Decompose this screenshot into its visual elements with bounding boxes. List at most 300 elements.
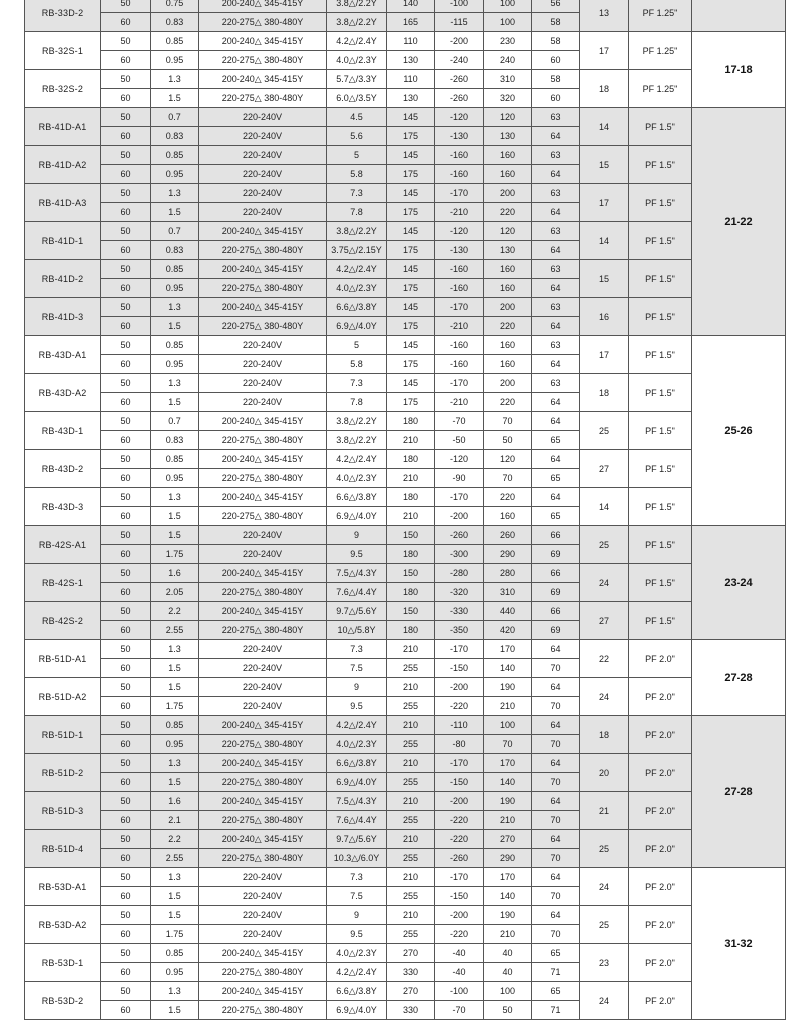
power-cell: 1.3 bbox=[151, 982, 199, 1001]
vacuum-cell: -220 bbox=[435, 811, 484, 830]
freq-cell: 60 bbox=[101, 1001, 151, 1020]
page-range-cell: 25-26 bbox=[692, 336, 786, 526]
voltage-cell: 220-275△ 380-480Y bbox=[199, 583, 327, 602]
freq-cell: 50 bbox=[101, 336, 151, 355]
model-cell: RB-41D-3 bbox=[25, 298, 101, 336]
voltage-cell: 220-275△ 380-480Y bbox=[199, 507, 327, 526]
vacuum-cell: -170 bbox=[435, 374, 484, 393]
table-row bbox=[25, 792, 786, 811]
airflow-cell: 145 bbox=[387, 298, 435, 317]
current-cell: 6.9△/4.0Y bbox=[327, 507, 387, 526]
voltage-cell: 220-240V bbox=[199, 108, 327, 127]
noise-cell: 70 bbox=[532, 811, 580, 830]
power-cell: 0.83 bbox=[151, 127, 199, 146]
freq-cell: 60 bbox=[101, 165, 151, 184]
pressure-cell: 420 bbox=[484, 621, 532, 640]
current-cell: 4.5 bbox=[327, 108, 387, 127]
freq-cell: 50 bbox=[101, 830, 151, 849]
port-cell: PF 1.5" bbox=[629, 602, 692, 640]
model-cell: RB-33D-2 bbox=[25, 0, 101, 32]
table-row bbox=[25, 70, 786, 89]
vacuum-cell: -50 bbox=[435, 431, 484, 450]
freq-cell: 50 bbox=[101, 678, 151, 697]
voltage-cell: 200-240△ 345-415Y bbox=[199, 982, 327, 1001]
power-cell: 2.55 bbox=[151, 621, 199, 640]
model-cell: RB-51D-A2 bbox=[25, 678, 101, 716]
freq-cell: 50 bbox=[101, 70, 151, 89]
voltage-cell: 220-240V bbox=[199, 336, 327, 355]
pressure-cell: 210 bbox=[484, 697, 532, 716]
table-row bbox=[25, 336, 786, 355]
vacuum-cell: -160 bbox=[435, 146, 484, 165]
vacuum-cell: -120 bbox=[435, 108, 484, 127]
pressure-cell: 290 bbox=[484, 849, 532, 868]
pressure-cell: 120 bbox=[484, 450, 532, 469]
table-row bbox=[25, 146, 786, 165]
power-cell: 0.95 bbox=[151, 963, 199, 982]
noise-cell: 65 bbox=[532, 431, 580, 450]
pressure-cell: 440 bbox=[484, 602, 532, 621]
weight-cell: 25 bbox=[580, 830, 629, 868]
freq-cell: 50 bbox=[101, 32, 151, 51]
current-cell: 7.3 bbox=[327, 374, 387, 393]
pressure-cell: 140 bbox=[484, 659, 532, 678]
noise-cell: 64 bbox=[532, 640, 580, 659]
weight-cell: 25 bbox=[580, 412, 629, 450]
pressure-cell: 100 bbox=[484, 982, 532, 1001]
pressure-cell: 100 bbox=[484, 716, 532, 735]
voltage-cell: 200-240△ 345-415Y bbox=[199, 830, 327, 849]
vacuum-cell: -90 bbox=[435, 469, 484, 488]
freq-cell: 50 bbox=[101, 602, 151, 621]
pressure-cell: 50 bbox=[484, 1001, 532, 1020]
current-cell: 9.5 bbox=[327, 545, 387, 564]
weight-cell: 22 bbox=[580, 640, 629, 678]
power-cell: 0.85 bbox=[151, 944, 199, 963]
vacuum-cell: -300 bbox=[435, 545, 484, 564]
noise-cell: 64 bbox=[532, 678, 580, 697]
vacuum-cell: -160 bbox=[435, 260, 484, 279]
freq-cell: 50 bbox=[101, 146, 151, 165]
vacuum-cell: -160 bbox=[435, 336, 484, 355]
model-cell: RB-51D-2 bbox=[25, 754, 101, 792]
current-cell: 6.9△/4.0Y bbox=[327, 1001, 387, 1020]
current-cell: 9.5 bbox=[327, 697, 387, 716]
current-cell: 7.5△/4.3Y bbox=[327, 564, 387, 583]
noise-cell: 70 bbox=[532, 925, 580, 944]
voltage-cell: 220-275△ 380-480Y bbox=[199, 773, 327, 792]
voltage-cell: 220-275△ 380-480Y bbox=[199, 849, 327, 868]
voltage-cell: 220-275△ 380-480Y bbox=[199, 469, 327, 488]
power-cell: 1.3 bbox=[151, 754, 199, 773]
voltage-cell: 220-275△ 380-480Y bbox=[199, 735, 327, 754]
freq-cell: 60 bbox=[101, 355, 151, 374]
current-cell: 4.0△/2.3Y bbox=[327, 735, 387, 754]
port-cell: PF 2.0" bbox=[629, 906, 692, 944]
airflow-cell: 210 bbox=[387, 431, 435, 450]
port-cell: PF 2.0" bbox=[629, 982, 692, 1020]
pressure-cell: 210 bbox=[484, 925, 532, 944]
voltage-cell: 220-240V bbox=[199, 545, 327, 564]
voltage-cell: 200-240△ 345-415Y bbox=[199, 222, 327, 241]
vacuum-cell: -130 bbox=[435, 241, 484, 260]
weight-cell: 21 bbox=[580, 792, 629, 830]
pressure-cell: 50 bbox=[484, 431, 532, 450]
power-cell: 1.3 bbox=[151, 488, 199, 507]
freq-cell: 60 bbox=[101, 925, 151, 944]
voltage-cell: 220-240V bbox=[199, 697, 327, 716]
power-cell: 0.95 bbox=[151, 165, 199, 184]
voltage-cell: 220-275△ 380-480Y bbox=[199, 89, 327, 108]
noise-cell: 60 bbox=[532, 51, 580, 70]
freq-cell: 50 bbox=[101, 412, 151, 431]
voltage-cell: 220-240V bbox=[199, 868, 327, 887]
pressure-cell: 160 bbox=[484, 260, 532, 279]
table-row bbox=[25, 526, 786, 545]
freq-cell: 60 bbox=[101, 811, 151, 830]
power-cell: 2.1 bbox=[151, 811, 199, 830]
noise-cell: 63 bbox=[532, 374, 580, 393]
freq-cell: 60 bbox=[101, 963, 151, 982]
weight-cell: 13 bbox=[580, 0, 629, 32]
power-cell: 0.95 bbox=[151, 279, 199, 298]
port-cell: PF 1.5" bbox=[629, 488, 692, 526]
power-cell: 2.2 bbox=[151, 830, 199, 849]
freq-cell: 60 bbox=[101, 51, 151, 70]
model-cell: RB-53D-1 bbox=[25, 944, 101, 982]
current-cell: 3.8△/2.2Y bbox=[327, 412, 387, 431]
freq-cell: 50 bbox=[101, 944, 151, 963]
airflow-cell: 145 bbox=[387, 222, 435, 241]
port-cell: PF 2.0" bbox=[629, 754, 692, 792]
page-range-cell: 23-24 bbox=[692, 526, 786, 640]
weight-cell: 17 bbox=[580, 32, 629, 70]
airflow-cell: 130 bbox=[387, 89, 435, 108]
airflow-cell: 175 bbox=[387, 393, 435, 412]
pressure-cell: 160 bbox=[484, 146, 532, 165]
vacuum-cell: -160 bbox=[435, 165, 484, 184]
current-cell: 7.6△/4.4Y bbox=[327, 583, 387, 602]
freq-cell: 60 bbox=[101, 203, 151, 222]
airflow-cell: 110 bbox=[387, 70, 435, 89]
airflow-cell: 145 bbox=[387, 336, 435, 355]
voltage-cell: 200-240△ 345-415Y bbox=[199, 450, 327, 469]
noise-cell: 70 bbox=[532, 659, 580, 678]
vacuum-cell: -320 bbox=[435, 583, 484, 602]
current-cell: 6.9△/4.0Y bbox=[327, 317, 387, 336]
weight-cell: 18 bbox=[580, 374, 629, 412]
port-cell: PF 2.0" bbox=[629, 944, 692, 982]
port-cell: PF 1.5" bbox=[629, 450, 692, 488]
current-cell: 5.6 bbox=[327, 127, 387, 146]
airflow-cell: 210 bbox=[387, 469, 435, 488]
page-range-cell: 27-28 bbox=[692, 640, 786, 716]
voltage-cell: 220-275△ 380-480Y bbox=[199, 13, 327, 32]
noise-cell: 70 bbox=[532, 773, 580, 792]
freq-cell: 60 bbox=[101, 545, 151, 564]
power-cell: 0.7 bbox=[151, 412, 199, 431]
noise-cell: 63 bbox=[532, 222, 580, 241]
pressure-cell: 290 bbox=[484, 545, 532, 564]
noise-cell: 69 bbox=[532, 621, 580, 640]
voltage-cell: 220-275△ 380-480Y bbox=[199, 621, 327, 640]
freq-cell: 60 bbox=[101, 127, 151, 146]
current-cell: 3.8△/2.2Y bbox=[327, 222, 387, 241]
model-cell: RB-53D-A2 bbox=[25, 906, 101, 944]
vacuum-cell: -200 bbox=[435, 792, 484, 811]
table-row bbox=[25, 640, 786, 659]
current-cell: 4.2△/2.4Y bbox=[327, 716, 387, 735]
power-cell: 1.5 bbox=[151, 526, 199, 545]
current-cell: 6.6△/3.8Y bbox=[327, 754, 387, 773]
model-cell: RB-32S-2 bbox=[25, 70, 101, 108]
table-body bbox=[25, 0, 786, 1020]
noise-cell: 63 bbox=[532, 336, 580, 355]
freq-cell: 50 bbox=[101, 716, 151, 735]
airflow-cell: 255 bbox=[387, 697, 435, 716]
table-row bbox=[25, 982, 786, 1001]
freq-cell: 50 bbox=[101, 184, 151, 203]
port-cell: PF 1.25" bbox=[629, 70, 692, 108]
freq-cell: 60 bbox=[101, 317, 151, 336]
voltage-cell: 220-275△ 380-480Y bbox=[199, 51, 327, 70]
noise-cell: 71 bbox=[532, 963, 580, 982]
power-cell: 0.7 bbox=[151, 108, 199, 127]
power-cell: 0.85 bbox=[151, 336, 199, 355]
vacuum-cell: -170 bbox=[435, 640, 484, 659]
weight-cell: 14 bbox=[580, 222, 629, 260]
noise-cell: 63 bbox=[532, 260, 580, 279]
airflow-cell: 145 bbox=[387, 184, 435, 203]
weight-cell: 27 bbox=[580, 602, 629, 640]
voltage-cell: 200-240△ 345-415Y bbox=[199, 32, 327, 51]
pressure-cell: 160 bbox=[484, 507, 532, 526]
vacuum-cell: -170 bbox=[435, 488, 484, 507]
vacuum-cell: -170 bbox=[435, 868, 484, 887]
power-cell: 1.5 bbox=[151, 203, 199, 222]
freq-cell: 50 bbox=[101, 298, 151, 317]
power-cell: 1.6 bbox=[151, 792, 199, 811]
weight-cell: 23 bbox=[580, 944, 629, 982]
voltage-cell: 220-275△ 380-480Y bbox=[199, 279, 327, 298]
pressure-cell: 260 bbox=[484, 526, 532, 545]
port-cell: PF 1.25" bbox=[629, 0, 692, 32]
model-cell: RB-41D-A3 bbox=[25, 184, 101, 222]
weight-cell: 14 bbox=[580, 108, 629, 146]
power-cell: 2.05 bbox=[151, 583, 199, 602]
power-cell: 0.85 bbox=[151, 450, 199, 469]
power-cell: 1.5 bbox=[151, 317, 199, 336]
pressure-cell: 160 bbox=[484, 336, 532, 355]
airflow-cell: 255 bbox=[387, 811, 435, 830]
freq-cell: 50 bbox=[101, 906, 151, 925]
table-row bbox=[25, 488, 786, 507]
freq-cell: 50 bbox=[101, 450, 151, 469]
power-cell: 0.85 bbox=[151, 146, 199, 165]
pressure-cell: 210 bbox=[484, 811, 532, 830]
power-cell: 1.3 bbox=[151, 640, 199, 659]
airflow-cell: 330 bbox=[387, 1001, 435, 1020]
airflow-cell: 180 bbox=[387, 583, 435, 602]
port-cell: PF 1.5" bbox=[629, 184, 692, 222]
pressure-cell: 70 bbox=[484, 412, 532, 431]
port-cell: PF 1.5" bbox=[629, 412, 692, 450]
noise-cell: 64 bbox=[532, 279, 580, 298]
model-cell: RB-43D-1 bbox=[25, 412, 101, 450]
vacuum-cell: -70 bbox=[435, 1001, 484, 1020]
model-cell: RB-42S-1 bbox=[25, 564, 101, 602]
voltage-cell: 220-240V bbox=[199, 146, 327, 165]
model-cell: RB-43D-A2 bbox=[25, 374, 101, 412]
current-cell: 9.7△/5.6Y bbox=[327, 830, 387, 849]
vacuum-cell: -240 bbox=[435, 51, 484, 70]
freq-cell: 50 bbox=[101, 526, 151, 545]
freq-cell: 50 bbox=[101, 108, 151, 127]
freq-cell: 60 bbox=[101, 89, 151, 108]
current-cell: 6.6△/3.8Y bbox=[327, 298, 387, 317]
power-cell: 1.3 bbox=[151, 868, 199, 887]
airflow-cell: 175 bbox=[387, 317, 435, 336]
pressure-cell: 310 bbox=[484, 583, 532, 602]
pressure-cell: 130 bbox=[484, 127, 532, 146]
voltage-cell: 200-240△ 345-415Y bbox=[199, 412, 327, 431]
voltage-cell: 220-275△ 380-480Y bbox=[199, 811, 327, 830]
airflow-cell: 210 bbox=[387, 792, 435, 811]
vacuum-cell: -260 bbox=[435, 849, 484, 868]
airflow-cell: 255 bbox=[387, 773, 435, 792]
freq-cell: 60 bbox=[101, 735, 151, 754]
page-range-cell: 17-18 bbox=[692, 32, 786, 108]
vacuum-cell: -160 bbox=[435, 355, 484, 374]
airflow-cell: 150 bbox=[387, 526, 435, 545]
airflow-cell: 210 bbox=[387, 868, 435, 887]
voltage-cell: 220-240V bbox=[199, 203, 327, 222]
noise-cell: 70 bbox=[532, 735, 580, 754]
weight-cell: 25 bbox=[580, 526, 629, 564]
vacuum-cell: -150 bbox=[435, 659, 484, 678]
weight-cell: 24 bbox=[580, 678, 629, 716]
model-cell: RB-41D-2 bbox=[25, 260, 101, 298]
current-cell: 4.2△/2.4Y bbox=[327, 450, 387, 469]
pressure-cell: 100 bbox=[484, 0, 532, 13]
power-cell: 1.5 bbox=[151, 393, 199, 412]
voltage-cell: 220-275△ 380-480Y bbox=[199, 431, 327, 450]
pressure-cell: 190 bbox=[484, 792, 532, 811]
noise-cell: 66 bbox=[532, 526, 580, 545]
voltage-cell: 200-240△ 345-415Y bbox=[199, 602, 327, 621]
freq-cell: 60 bbox=[101, 773, 151, 792]
model-cell: RB-41D-A1 bbox=[25, 108, 101, 146]
port-cell: PF 1.5" bbox=[629, 526, 692, 564]
noise-cell: 64 bbox=[532, 127, 580, 146]
pressure-cell: 170 bbox=[484, 754, 532, 773]
weight-cell: 16 bbox=[580, 298, 629, 336]
port-cell: PF 1.5" bbox=[629, 564, 692, 602]
pressure-cell: 140 bbox=[484, 773, 532, 792]
vacuum-cell: -200 bbox=[435, 507, 484, 526]
table-row bbox=[25, 830, 786, 849]
current-cell: 10.3△/6.0Y bbox=[327, 849, 387, 868]
voltage-cell: 220-240V bbox=[199, 127, 327, 146]
port-cell: PF 2.0" bbox=[629, 830, 692, 868]
noise-cell: 56 bbox=[532, 0, 580, 13]
weight-cell: 17 bbox=[580, 184, 629, 222]
noise-cell: 64 bbox=[532, 488, 580, 507]
pressure-cell: 70 bbox=[484, 735, 532, 754]
noise-cell: 70 bbox=[532, 849, 580, 868]
freq-cell: 60 bbox=[101, 279, 151, 298]
table-row bbox=[25, 450, 786, 469]
freq-cell: 60 bbox=[101, 507, 151, 526]
current-cell: 9 bbox=[327, 678, 387, 697]
noise-cell: 66 bbox=[532, 602, 580, 621]
pressure-cell: 220 bbox=[484, 488, 532, 507]
vacuum-cell: -330 bbox=[435, 602, 484, 621]
vacuum-cell: -110 bbox=[435, 716, 484, 735]
current-cell: 4.0△/2.3Y bbox=[327, 469, 387, 488]
port-cell: PF 1.5" bbox=[629, 222, 692, 260]
current-cell: 4.0△/2.3Y bbox=[327, 279, 387, 298]
weight-cell: 17 bbox=[580, 336, 629, 374]
pressure-cell: 160 bbox=[484, 279, 532, 298]
airflow-cell: 210 bbox=[387, 507, 435, 526]
weight-cell: 24 bbox=[580, 564, 629, 602]
page-range-cell bbox=[692, 0, 786, 32]
current-cell: 7.5 bbox=[327, 659, 387, 678]
pressure-cell: 160 bbox=[484, 165, 532, 184]
pressure-cell: 160 bbox=[484, 355, 532, 374]
pressure-cell: 200 bbox=[484, 298, 532, 317]
power-cell: 1.5 bbox=[151, 89, 199, 108]
model-cell: RB-51D-1 bbox=[25, 716, 101, 754]
table-row bbox=[25, 222, 786, 241]
airflow-cell: 255 bbox=[387, 887, 435, 906]
table-row bbox=[25, 108, 786, 127]
vacuum-cell: -260 bbox=[435, 70, 484, 89]
freq-cell: 50 bbox=[101, 868, 151, 887]
pressure-cell: 220 bbox=[484, 393, 532, 412]
current-cell: 7.8 bbox=[327, 393, 387, 412]
noise-cell: 64 bbox=[532, 868, 580, 887]
airflow-cell: 330 bbox=[387, 963, 435, 982]
current-cell: 3.8△/2.2Y bbox=[327, 0, 387, 13]
current-cell: 7.6△/4.4Y bbox=[327, 811, 387, 830]
airflow-cell: 175 bbox=[387, 203, 435, 222]
airflow-cell: 255 bbox=[387, 849, 435, 868]
noise-cell: 64 bbox=[532, 203, 580, 222]
vacuum-cell: -260 bbox=[435, 89, 484, 108]
noise-cell: 58 bbox=[532, 70, 580, 89]
table-row bbox=[25, 906, 786, 925]
power-cell: 0.85 bbox=[151, 716, 199, 735]
model-cell: RB-43D-2 bbox=[25, 450, 101, 488]
voltage-cell: 200-240△ 345-415Y bbox=[199, 564, 327, 583]
current-cell: 7.3 bbox=[327, 184, 387, 203]
noise-cell: 65 bbox=[532, 469, 580, 488]
voltage-cell: 200-240△ 345-415Y bbox=[199, 944, 327, 963]
noise-cell: 64 bbox=[532, 830, 580, 849]
model-cell: RB-42S-A1 bbox=[25, 526, 101, 564]
airflow-cell: 255 bbox=[387, 659, 435, 678]
current-cell: 10△/5.8Y bbox=[327, 621, 387, 640]
vacuum-cell: -40 bbox=[435, 963, 484, 982]
page-range-cell: 31-32 bbox=[692, 868, 786, 1020]
power-cell: 1.5 bbox=[151, 1001, 199, 1020]
freq-cell: 60 bbox=[101, 697, 151, 716]
model-cell: RB-43D-3 bbox=[25, 488, 101, 526]
vacuum-cell: -210 bbox=[435, 317, 484, 336]
airflow-cell: 145 bbox=[387, 146, 435, 165]
